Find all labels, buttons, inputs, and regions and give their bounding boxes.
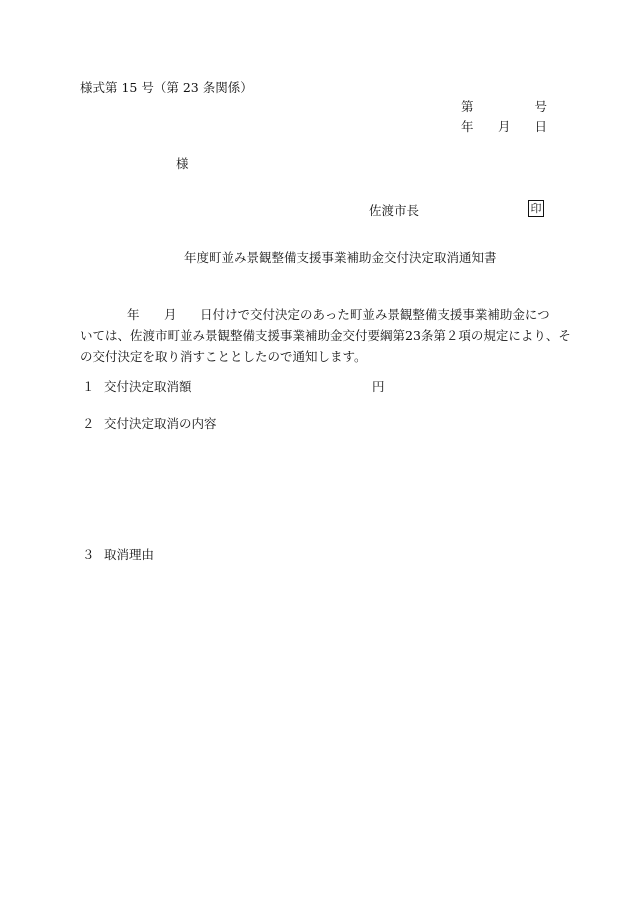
seal-mark: 印 <box>528 200 544 217</box>
item-1-number: １ <box>82 379 95 394</box>
body-paragraph <box>80 304 571 367</box>
sender-name: 佐渡市長 <box>369 203 420 218</box>
body-line-1-text: 日付けで交付決定のあった町並み景観整備支援事業補助金につ <box>200 307 550 322</box>
document-number-prefix: 第 <box>461 99 474 114</box>
item-2-label: 交付決定取消の内容 <box>104 416 217 431</box>
item-1-label: 交付決定取消額 <box>104 379 192 394</box>
body-line-2: いては、佐渡市町並み景観整備支援事業補助金交付要綱第23条第２項の規定により、そ <box>80 328 571 343</box>
item-3-label: 取消理由 <box>104 547 155 562</box>
date-day: 日 <box>534 119 547 134</box>
body-month: 月 <box>164 307 177 322</box>
item-1-unit: 円 <box>372 379 385 394</box>
item-2-number: ２ <box>82 416 95 431</box>
addressee-suffix: 様 <box>176 156 189 171</box>
item-3-number: ３ <box>82 547 95 562</box>
body-line-1 <box>80 304 550 325</box>
document-number-suffix: 号 <box>534 99 547 114</box>
body-year: 年 <box>127 307 140 322</box>
form-number: 様式第 15 号（第 23 条関係） <box>80 80 253 95</box>
date-year: 年 <box>461 119 474 134</box>
document-title: 年度町並み景観整備支援事業補助金交付決定取消通知書 <box>184 250 497 265</box>
date-month: 月 <box>498 119 511 134</box>
body-line-3: の交付決定を取り消すこととしたので通知します。 <box>80 349 367 364</box>
